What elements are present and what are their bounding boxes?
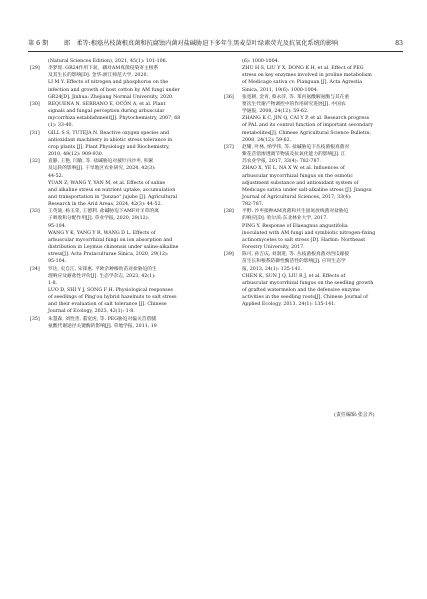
reference-line: ZHU H S, LIU Y X, DONG K H, et al. Effect of PEG — [242, 66, 364, 72]
reference-number: [37] — [224, 144, 234, 150]
reference-line: mycorrhiza establishment[J]. Phytochemistry, 2007, 68 — [48, 116, 181, 122]
reference-number: [39] — [224, 252, 234, 258]
reference-entry — [30, 101, 208, 130]
reference-entry — [30, 65, 208, 101]
reference-line: activities in the seedling roots[J]. Chinese Journal of — [242, 295, 368, 301]
reference-line: GILL S S, TUTEJA N. Reactive oxygen species and — [48, 130, 169, 136]
reference-line: Journal of Ecology, 2023, 42(1): 1-8. — [48, 309, 135, 315]
issue-number: 第 6 期 — [28, 40, 49, 47]
reference-line: stress[J]. Acta Prataculturae Sinica, 2020, 29(12): — [48, 252, 169, 258]
reference-entry — [30, 130, 208, 159]
reference-line: 陈可, 孙吉庆, 刘润进, 等. 丛枝菌根真菌对西瓜嫁接 — [242, 252, 350, 258]
reference-line: REQUENA N, SERRANO E, OCÓN A, et al. Plant — [48, 101, 166, 107]
page-number: 83 — [395, 40, 403, 47]
reference-entry — [30, 58, 208, 65]
reference-entry — [30, 316, 208, 330]
reference-line: 苏农业学报, 2017, 33(4): 782-787. — [242, 159, 322, 165]
reference-line: 要次生代谢产物调控中的作用研究进展[J]. 中国农 — [242, 101, 346, 107]
reference-line: 95-104. — [48, 223, 67, 229]
reference-line: LUO D, SHI Y J, SONG F H. Physiological responses — [48, 288, 173, 293]
reference-number: [35] — [30, 316, 40, 322]
reference-line: crop plants [J]. Plant Physiology and Biochemistry, — [48, 144, 170, 150]
reference-line: and their evaluation of salt tolerance [J]. Chinese — [48, 302, 167, 308]
reference-line: 苗生长和根系防御性酶活性的影响[J]. 应用生态学 — [242, 259, 346, 265]
reference-number: [29] — [30, 66, 40, 72]
reference-line: 2010, 48(12): 909-930. — [48, 152, 104, 158]
reference-line: and alkaline stress on nutrient uptake, accumulation — [48, 187, 176, 193]
reference-line: of Medicago sativa cv. Pianguan [J]. Acta Agrestia — [242, 80, 363, 86]
reference-line: 学通报, 2008, 24(12): 59-62. — [242, 109, 309, 115]
reference-line: Forestry University, 2017. — [242, 245, 305, 251]
reference-line: arbuscular mycorrhizal fungus on the osmotic — [242, 173, 354, 179]
reference-line: 报, 2013, 24(1): 135-141. — [242, 266, 303, 272]
reference-line: actinomycetes to salt stress [D]. Harbin: Northeast — [242, 237, 366, 243]
reference-line: 罗达, 史自江, 宋锋惠. 平欧杂种榛幼苗对盐胁迫的生 — [48, 266, 157, 272]
reference-line: 及其生长的影响[D]. 金华:浙江师范大学, 2020. — [48, 73, 149, 79]
reference-line: WANG Y K, YANG Y R, WANG D L. Effects of — [48, 230, 156, 236]
reference-line: 张宽朝, 金青, 蔡永萍, 等. 苯丙氨酸解氨酶与其在重 — [242, 94, 350, 100]
reference-line: (1): 33-40. — [48, 123, 74, 129]
reference-line: of PAL and its control function of important secondary — [242, 123, 374, 129]
reference-line: 李梦瑶. GR24作用下氮、磷对AM真菌侵染寄主根系 — [48, 66, 159, 72]
reference-entry — [224, 208, 402, 251]
reference-line: infection and growth of host cotton by AM fungi under — [48, 87, 180, 93]
reference-line: Research in the Arid Areas, 2024, 42(3): 44-52. — [48, 202, 163, 208]
reference-entry — [224, 94, 402, 144]
reference-line: stress on key enzymes involved in proline metabolism — [242, 73, 372, 79]
reference-line: arbuscular mycorrhizal fungi on ion absorption and — [48, 237, 173, 243]
reference-line: inoculated with AM fungi and symbiotic nitrogen-fixing — [242, 230, 376, 236]
reference-line: metabolites[J]. Chinese Agricultural Science Bulletin, — [242, 130, 371, 136]
reference-line: 袁静, 王艳, 闫敏, 等. 盐碱胁迫对披针丹沙枣, 积累 — [48, 159, 154, 165]
reference-number: [38] — [224, 209, 234, 215]
reference-line: 理响应及耐盐性评价[J]. 生态学杂志, 2023, 42(1): — [48, 273, 156, 279]
responsible-editor: (责任编辑:张会齐) — [334, 412, 375, 418]
reference-line: 王英迪, 杨玉荣, 王德利. 盐碱胁迫下AMF对羊草的离 — [48, 209, 159, 215]
reference-line: 782-787. — [242, 202, 264, 208]
reference-line: signals and fungal perception during arbuscular — [48, 109, 165, 115]
reference-entry — [224, 144, 402, 208]
reference-entry — [30, 158, 208, 208]
reference-line: GR24[D]. Jinhua: Zhejiang Normal University, 2020. — [48, 94, 174, 100]
reference-line: of seedlings of Ping'ou hybrid hazelnuts to salt stress — [48, 295, 177, 301]
reference-line: and transportation in "Junzao" jujube [J]. Agricultural — [48, 194, 178, 200]
running-header — [28, 38, 403, 50]
running-title: 郎 柔等:根癌丛枝菌根真菌和抗腐蚀内菌对盐碱胁迫下多年生黑麦草叶绿素荧光及抗氧化系统的影响 — [64, 40, 339, 47]
reference-entry — [224, 251, 402, 308]
reference-entry — [30, 208, 208, 265]
reference-line: of grafted watermelon and the defensive enzyme — [242, 288, 360, 293]
reference-line: CHEN K, SUN J Q, LIU R J, et al. Effects of — [242, 273, 346, 279]
reference-line: 紫花苜蓿渗透调节物质及抗氧化能力的影响[J]. 江 — [242, 152, 346, 158]
reference-line: Sinica, 2011, 19(6): 1000-1004. — [242, 87, 319, 93]
reference-line: 平野. 沙枣接种AM真菌和共生固氮放线菌对盐胁迫 — [242, 209, 349, 215]
reference-line: ZHAO X, YE L, NA X W, et al. Influences of — [242, 166, 345, 172]
reference-line: adjustment substance and antioxidant system of — [242, 180, 359, 186]
reference-entry — [224, 58, 402, 94]
reference-line: ZHANG K C, JIN Q, CAI Y P, et al. Research progress — [242, 116, 370, 122]
reference-line: 的响应[D]. 哈尔滨:东北林业大学, 2017. — [242, 216, 328, 222]
reference-number: [31] — [30, 130, 40, 136]
reference-line: 2008, 24(12): 59-62. — [242, 137, 292, 143]
reference-line: (Natural Sciences Edition), 2021, 45(1): 101-106. — [48, 59, 168, 64]
reference-line: 赵耀, 叶林, 纳学伟, 等. 盐碱胁迫下丛枝菌根真菌对 — [242, 144, 350, 150]
reference-entry — [30, 266, 208, 316]
reference-number: [30] — [30, 101, 40, 107]
reference-line: LI M Y. Effects of nitrogen and phosphorus on the — [48, 80, 169, 86]
reference-line: 95-104. — [48, 259, 67, 265]
reference-line: Medicago sativa under salt-alkaline stress [J]. Jiangsu — [242, 187, 372, 193]
reference-line: 及运转的影响[J]. 干旱地区农业研究, 2024, 42(3): — [48, 166, 156, 172]
reference-line: 44-52. — [48, 173, 64, 179]
reference-line: 朱慧森, 刘性善, 董宽虎, 等. PEG胁迫对偏关苜蓿脯 — [48, 316, 157, 322]
reference-line: YUAN Z, WANG Y, YAN M, et al. Effects of saline — [48, 180, 166, 186]
reference-number: [34] — [30, 266, 40, 272]
reference-line: antioxidant machinery in abiotic stress tolerance in — [48, 137, 173, 143]
reference-line: (6): 1000-1004. — [242, 59, 280, 64]
references-left-column — [30, 58, 208, 330]
reference-line: Journal of Agricultural Sciences, 2017, 33(4): — [242, 194, 352, 200]
reference-number: [36] — [224, 94, 234, 100]
header-rule — [28, 51, 403, 52]
references-right-column — [224, 58, 402, 308]
reference-line: 子吸收和分配作用[J]. 草业学报, 2020, 29(12): — [48, 216, 150, 222]
reference-line: 1-8. — [48, 280, 58, 286]
reference-line: Applied Ecology, 2013, 24(1): 135-141. — [242, 302, 336, 308]
reference-line: distribution in Leymus chinensis under saline-alkaline — [48, 245, 179, 251]
reference-number: [32] — [30, 159, 40, 165]
reference-number: [33] — [30, 209, 40, 215]
reference-line: 氨酸代谢途径关键酶的影响[J]. 草地学报, 2011, 19 — [48, 323, 157, 329]
reference-line: arbuscular mycorrhizal fungus on the seedling growth — [242, 280, 374, 286]
reference-line: PING Y. Response of Elaeagnus angustifolia — [242, 223, 348, 229]
